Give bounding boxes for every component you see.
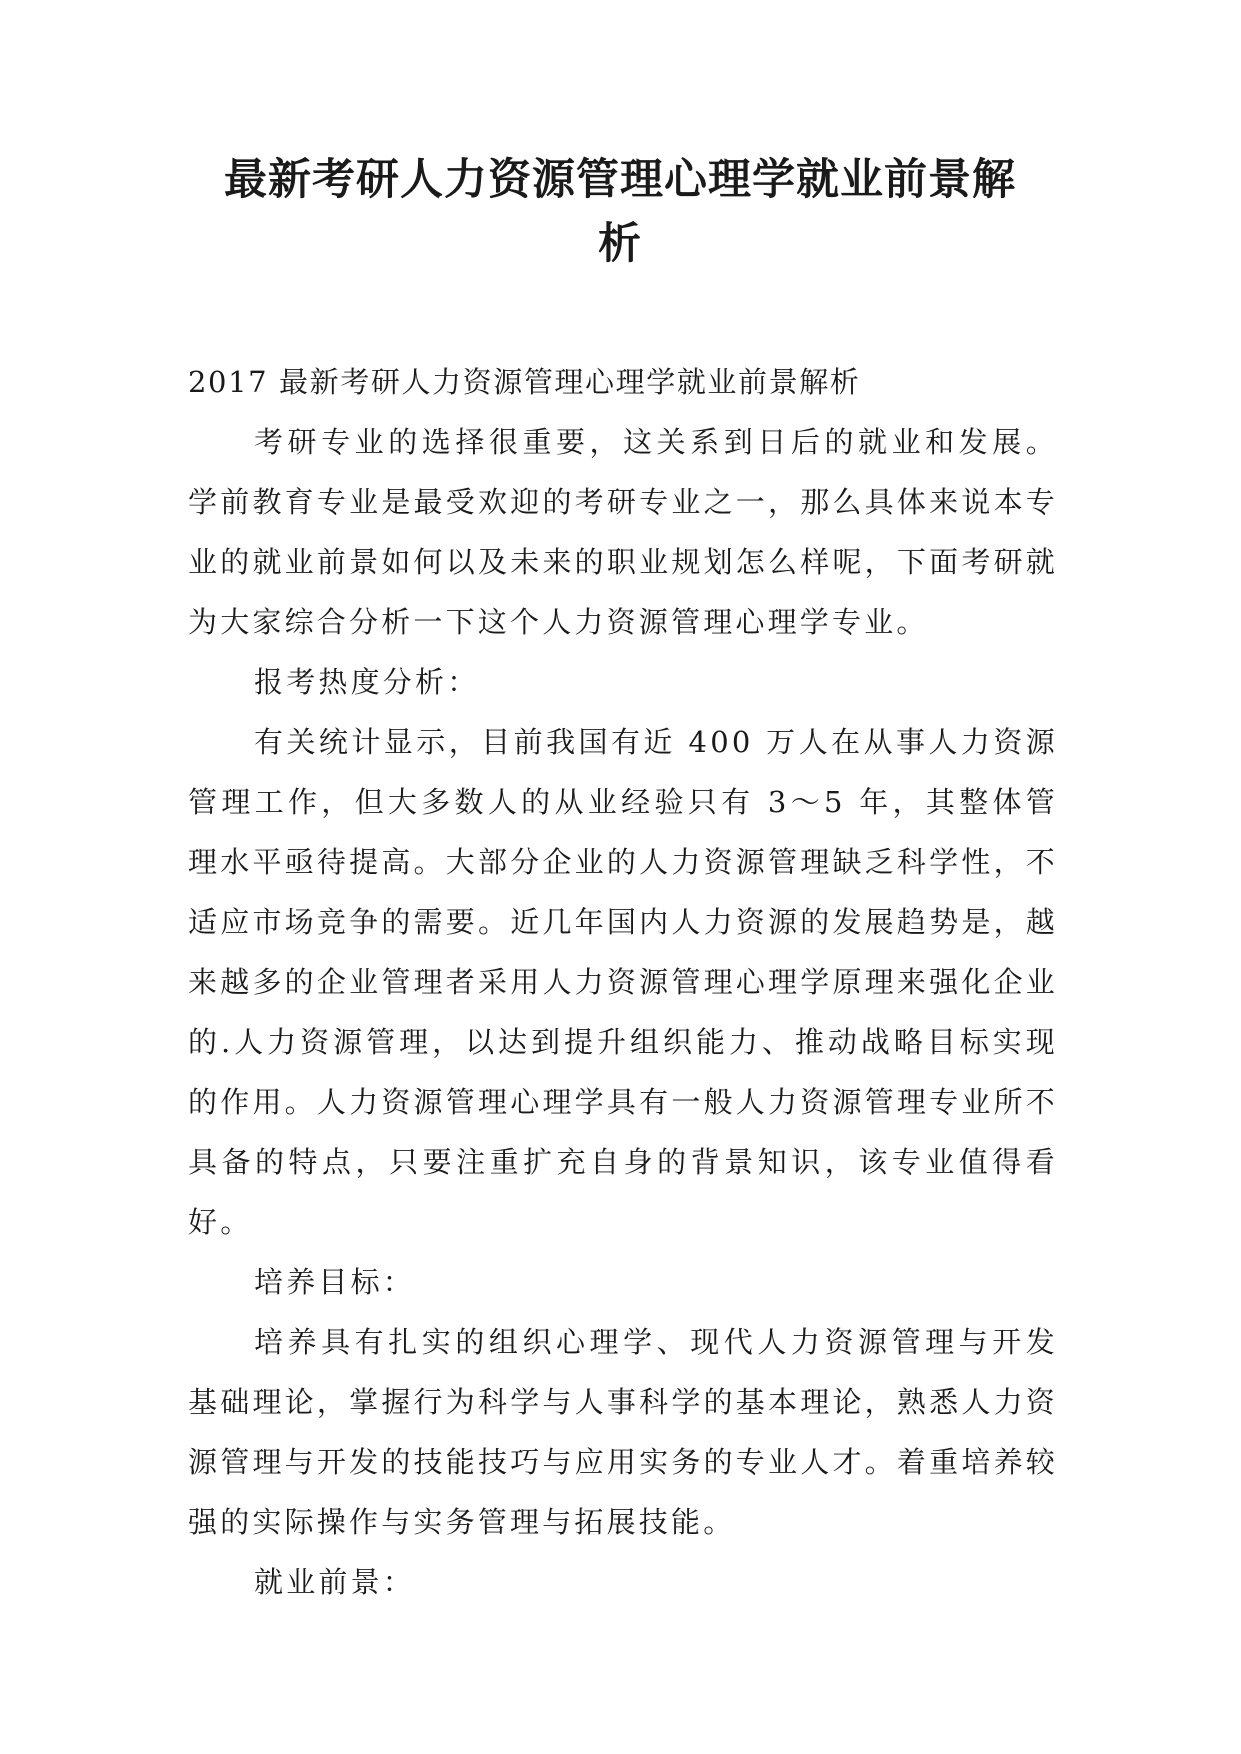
title-line-1: 最新考研人力资源管理心理学就业前景解	[224, 155, 1016, 205]
section-heading-popularity: 报考热度分析：	[254, 665, 480, 699]
document-title	[190, 148, 1050, 276]
document-body	[188, 352, 1058, 1612]
title-line-2: 析	[598, 219, 642, 269]
section-heading-training-goals: 培养目标：	[254, 1265, 416, 1299]
intro-paragraph: 考研专业的选择很重要，这关系到日后的就业和发展。学前教育专业是最受欢迎的考研专业之一，那么具体来说本专业的就业前景如何以及未来的职业规划怎么样呢，下面考研就为大家综合分析一下这个人力资源管理心理学专业。	[188, 425, 1058, 639]
popularity-paragraph: 有关统计显示，目前我国有近 400 万人在从事人力资源管理工作，但大多数人的从业经验只有 3～5 年，其整体管理水平亟待提高。大部分企业的人力资源管理缺乏科学性，不适应市场竞争的需要。近几年国内人力资源的发展趋势是，越来越多的企业管理者采用人力资源管理心理学原理来强化企业的.人力资源管理，以达到提升组织能力、推动战略目标实现的作用。人力资源管理心理学具有一般人力资源管理专业所不具备的特点，只要注重扩充自身的背景知识，该专业值得看好。	[188, 725, 1058, 1239]
section-heading-employment: 就业前景：	[254, 1565, 416, 1599]
training-goals-paragraph: 培养具有扎实的组织心理学、现代人力资源管理与开发基础理论，掌握行为科学与人事科学的基本理论，熟悉人力资源管理与开发的技能技巧与应用实务的专业人才。着重培养较强的实际操作与实务管理与拓展技能。	[188, 1325, 1058, 1539]
subtitle-paragraph: 2017 最新考研人力资源管理心理学就业前景解析	[188, 365, 861, 399]
